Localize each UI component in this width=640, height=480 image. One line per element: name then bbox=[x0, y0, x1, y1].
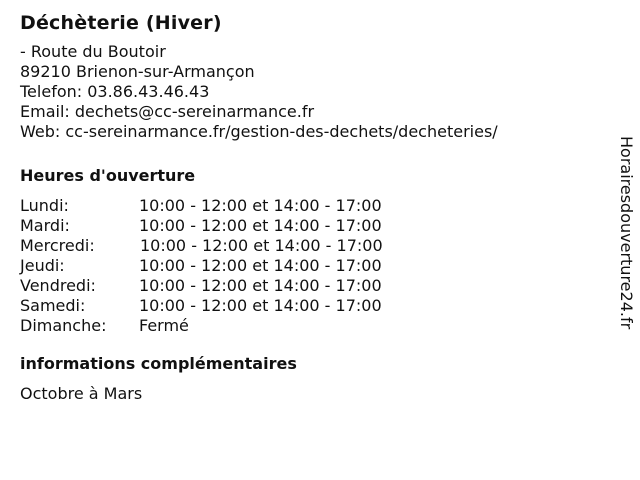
hours-row-mardi bbox=[20, 216, 600, 236]
facility-title: Déchèterie (Hiver) bbox=[20, 12, 222, 34]
hours-row-samedi bbox=[20, 296, 600, 316]
email-line: Email: dechets@cc-sereinarmance.fr bbox=[20, 102, 315, 121]
hours-row-jeudi bbox=[20, 256, 600, 276]
facility-card bbox=[20, 10, 600, 404]
hours-day: Samedi: bbox=[20, 296, 86, 315]
address-street: - Route du Boutoir bbox=[20, 42, 166, 61]
hours-time: 10:00 - 12:00 et 14:00 - 17:00 bbox=[139, 216, 382, 235]
hours-day: Dimanche: bbox=[20, 316, 107, 335]
hours-day: Mardi: bbox=[20, 216, 70, 235]
hours-day: Jeudi: bbox=[20, 256, 65, 275]
address-city: 89210 Brienon-sur-Armançon bbox=[20, 62, 255, 81]
hours-day: Lundi: bbox=[20, 196, 69, 215]
hours-day: Vendredi: bbox=[20, 276, 96, 295]
hours-time: 10:00 - 12:00 et 14:00 - 17:00 bbox=[139, 276, 382, 295]
hours-row-vendredi bbox=[20, 276, 600, 296]
info-text: Octobre à Mars bbox=[20, 384, 143, 403]
hours-time: 10:00 - 12:00 et 14:00 - 17:00 bbox=[139, 196, 382, 215]
hours-time: 10:00 - 12:00 et 14:00 - 17:00 bbox=[140, 236, 383, 255]
hours-day: Mercredi: bbox=[20, 236, 95, 255]
hours-row-lundi bbox=[20, 196, 600, 216]
web-line: Web: cc-sereinarmance.fr/gestion-des-dechets/decheteries/ bbox=[20, 122, 498, 141]
hours-row-dimanche bbox=[20, 316, 600, 336]
hours-time: 10:00 - 12:00 et 14:00 - 17:00 bbox=[139, 296, 382, 315]
hours-row-mercredi bbox=[20, 236, 600, 256]
hours-time: Fermé bbox=[139, 316, 189, 335]
address-block bbox=[20, 42, 600, 142]
phone-line: Telefon: 03.86.43.46.43 bbox=[20, 82, 210, 101]
hours-time: 10:00 - 12:00 et 14:00 - 17:00 bbox=[139, 256, 382, 275]
site-brand-watermark: Horairesdouverture24.fr bbox=[617, 136, 636, 330]
hours-table bbox=[20, 196, 600, 336]
hours-heading: Heures d'ouverture bbox=[20, 166, 196, 185]
info-heading: informations complémentaires bbox=[20, 354, 297, 373]
